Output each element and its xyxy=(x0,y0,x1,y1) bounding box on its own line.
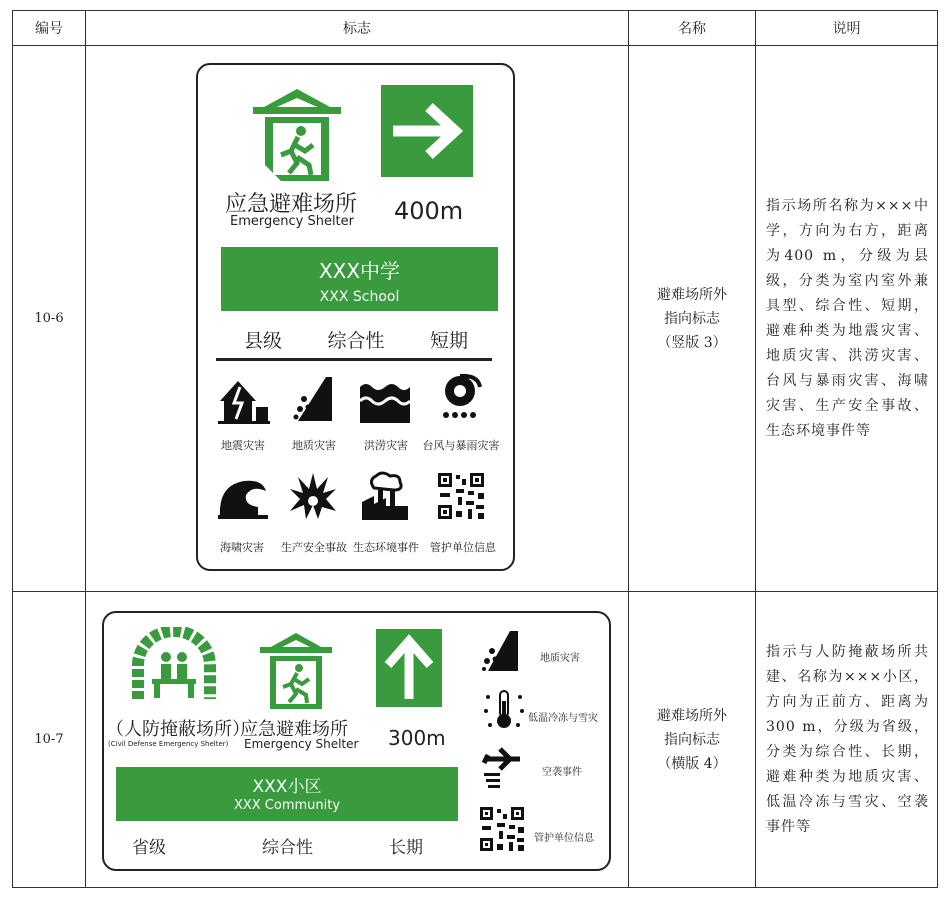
header-name: 名称 xyxy=(629,11,756,46)
site-name-en: XXX Community xyxy=(233,798,341,813)
sign-name-cell xyxy=(629,46,756,592)
header-sign: 标志 xyxy=(86,11,629,46)
hazard-label: 管护单位信息 xyxy=(430,541,496,554)
sign-cell xyxy=(86,592,629,888)
sign-name-line: （横版 4） xyxy=(657,755,727,772)
site-name-en: XXX School xyxy=(319,289,400,305)
shelter-name-cn: 应急避难场所 xyxy=(225,192,358,217)
distance-label: 300m xyxy=(388,726,446,750)
site-name-bar xyxy=(116,767,458,821)
typhoon-icon xyxy=(438,373,484,423)
sign-name-line: 避难场所外 xyxy=(657,707,727,724)
sign-spec-table xyxy=(12,10,938,888)
air-raid-icon xyxy=(480,745,524,789)
description-cell: 指示与人防掩蔽场所共建、名称为×××小区，方向为正前方、距离为300 m，分级为省级，分类为综合性、长期，避难种类为地质灾害、低温冷冻与雪灾、空袭事件等 xyxy=(756,592,938,888)
explosion-icon xyxy=(288,471,338,521)
hazard-label: 地质灾害 xyxy=(292,439,336,452)
table-row xyxy=(13,592,938,888)
hazard-label: 海啸灾害 xyxy=(220,541,264,554)
header-desc: 说明 xyxy=(756,11,938,46)
sign-name-cell xyxy=(629,592,756,888)
hazard-label: 管护单位信息 xyxy=(534,833,594,844)
row-number: 10-7 xyxy=(13,592,86,888)
shelter-name-en: Emergency Shelter xyxy=(244,737,359,751)
shelter-name-cn: 应急避难场所 xyxy=(240,719,348,740)
factory-pollution-icon xyxy=(360,470,410,522)
qr-code-icon xyxy=(478,805,526,853)
thermometer-snow-icon xyxy=(482,687,526,731)
hazard-label: 洪涝灾害 xyxy=(364,439,408,452)
sign-name-line: 指向标志 xyxy=(664,731,720,748)
sign-name-line: 避难场所外 xyxy=(657,286,727,303)
emergency-shelter-icon xyxy=(251,85,343,183)
direction-arrow-right-icon xyxy=(381,85,473,177)
sign-name-line: 指向标志 xyxy=(664,310,720,327)
flood-icon xyxy=(360,379,410,423)
site-name-cn: XXX中学 xyxy=(318,259,401,283)
civil-defense-name-cn: （人防掩蔽场所） xyxy=(106,719,250,740)
horizontal-sign-board xyxy=(102,611,611,871)
civil-defense-shelter-icon xyxy=(132,627,216,701)
earthquake-icon xyxy=(218,377,270,425)
tag-duration: 短期 xyxy=(429,330,468,352)
hazard-label: 空袭事件 xyxy=(542,767,582,778)
emergency-shelter-icon xyxy=(258,629,334,711)
landslide-icon xyxy=(292,375,332,423)
tsunami-icon xyxy=(218,477,268,519)
vertical-sign-board xyxy=(196,63,515,571)
qr-code-icon xyxy=(436,471,486,521)
hazard-label: 地震灾害 xyxy=(221,439,265,452)
row-number: 10-6 xyxy=(13,46,86,592)
site-name-bar xyxy=(221,247,498,311)
table-row xyxy=(13,46,938,592)
tag-level: 省级 xyxy=(132,838,166,858)
tag-type: 综合性 xyxy=(262,838,313,858)
hazard-label: 低温冷冻与雪灾 xyxy=(528,713,598,724)
description-cell: 指示场所名称为×××中学，方向为右方，距离为400 m，分级为县级，分类为室内室外兼具型、综合性、短期，避难种类为地震灾害、地质灾害、洪涝灾害、台风与暴雨灾害、海啸灾害、生产安全事故、生态环境事件等 xyxy=(756,46,938,592)
sign-name-line: （竖版 3） xyxy=(657,334,727,351)
header-no: 编号 xyxy=(13,11,86,46)
site-name-cn: XXX小区 xyxy=(252,777,322,797)
hazard-label: 生产安全事故 xyxy=(281,541,347,554)
header-row xyxy=(13,11,938,46)
divider xyxy=(216,358,492,361)
tag-type: 综合性 xyxy=(327,330,385,352)
hazard-label: 地质灾害 xyxy=(540,653,580,664)
sign-cell xyxy=(86,46,629,592)
hazard-label: 台风与暴雨灾害 xyxy=(422,439,500,452)
direction-arrow-up-icon xyxy=(376,629,442,707)
distance-label: 400m xyxy=(394,197,464,225)
hazard-label: 生态环境事件 xyxy=(353,541,419,554)
tag-level: 县级 xyxy=(243,330,282,352)
tag-duration: 长期 xyxy=(389,838,423,858)
shelter-name-en: Emergency Shelter xyxy=(230,214,354,229)
civil-defense-name-en: (Civil Defense Emergency Shelter) xyxy=(108,740,229,748)
landslide-icon xyxy=(480,629,520,673)
